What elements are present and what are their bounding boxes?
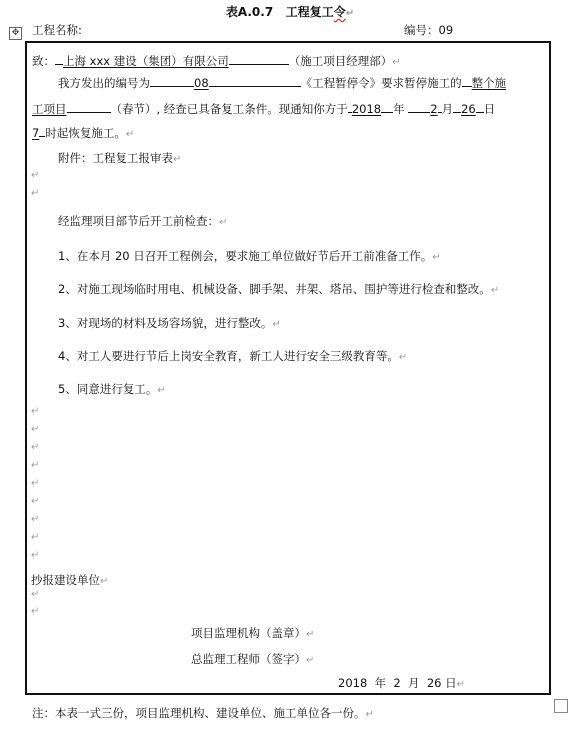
addressee-dept: （施工项目经理部） xyxy=(288,54,393,68)
document-title xyxy=(0,3,580,20)
inspection-item: 4、对工人要进行节后上岗安全教育，新工人进行安全三级教育等。↵ xyxy=(58,349,408,363)
empty-paragraph: ↵ xyxy=(31,496,40,507)
empty-paragraph: ↵ xyxy=(31,460,40,471)
order-number: 08 xyxy=(194,76,209,90)
empty-paragraph: ↵ xyxy=(31,406,40,417)
paragraph-mark: ↵ xyxy=(345,8,355,19)
empty-paragraph: ↵ xyxy=(31,550,40,561)
empty-paragraph: ↵ xyxy=(31,442,40,453)
inspection-item: 1、在本月 20 日召开工程例会，要求施工单位做好节后开工前准备工作。↵ xyxy=(58,249,441,263)
empty-paragraph: ↵ xyxy=(31,532,40,543)
empty-paragraph: ↵ xyxy=(31,478,40,489)
empty-paragraph: ↵ xyxy=(31,514,40,525)
body-line-3: 7 时起恢复施工。↵ xyxy=(32,123,134,141)
table-code: 表A.0.7 xyxy=(225,5,274,19)
title-main: 工程复工 xyxy=(285,5,334,19)
empty-paragraph: ↵ xyxy=(31,424,40,435)
supervision-org-seal: 项目监理机构（盖章）↵ xyxy=(191,626,315,640)
addressee-line: 致： 上海 xxx 建设（集团）有限公司 （施工项目经理部）↵ xyxy=(32,51,401,69)
inspection-item: 3、对现场的材料及场容场貌，进行整改。↵ xyxy=(58,316,281,330)
addressee-company: 上海 xxx 建设（集团）有限公司 xyxy=(63,54,229,68)
body-line-1: 我方发出的编号为 08 《工程暂停令》要求暂停施工的 整个施 xyxy=(58,73,506,91)
table-resize-handle-icon[interactable] xyxy=(554,699,568,713)
to-label: 致： xyxy=(32,54,55,68)
footnote: 注：本表一式三份，项目监理机构、建设单位、施工单位各一份。↵ xyxy=(32,706,374,720)
cc-label: 抄报建设单位 xyxy=(31,573,100,587)
inspection-heading: 经监理项目部节后开工前检查：↵ xyxy=(58,214,228,228)
project-name-label: 工程名称: xyxy=(32,23,82,37)
resume-day: 26 xyxy=(461,102,476,116)
attachment-line: 附件：工程复工报审表↵ xyxy=(58,151,182,165)
chief-engineer-signature: 总监理工程师（签字）↵ xyxy=(191,652,315,666)
table-move-handle-icon[interactable]: ✥ xyxy=(9,27,22,40)
resume-month: 2 xyxy=(430,102,438,116)
empty-paragraph: ↵ xyxy=(31,589,40,600)
empty-paragraph: ↵ xyxy=(31,170,40,181)
document-number: 编号：09 xyxy=(404,23,454,37)
resume-hour: 7 xyxy=(32,126,40,140)
signature-date: 2018 年 2 月 26 日↵ xyxy=(338,676,466,690)
title-tail: 令 xyxy=(333,5,346,19)
empty-paragraph: ↵ xyxy=(31,606,40,617)
empty-paragraph: ↵ xyxy=(31,188,40,199)
inspection-item: 5、同意进行复工。↵ xyxy=(58,382,166,396)
inspection-item: 2、对施工现场临时用电、机械设备、脚手架、井架、塔吊、围护等进行检查和整改。↵ xyxy=(58,282,500,296)
body-line-2: 工项目 （春节）, 经查已具备复工条件。现通知你方于 2018 年 2 月 26 日 xyxy=(32,99,495,117)
resume-year: 2018 xyxy=(351,102,382,116)
suspension-scope: 整个施 xyxy=(471,76,507,90)
cc-line: 抄报建设单位↵ xyxy=(31,573,109,587)
